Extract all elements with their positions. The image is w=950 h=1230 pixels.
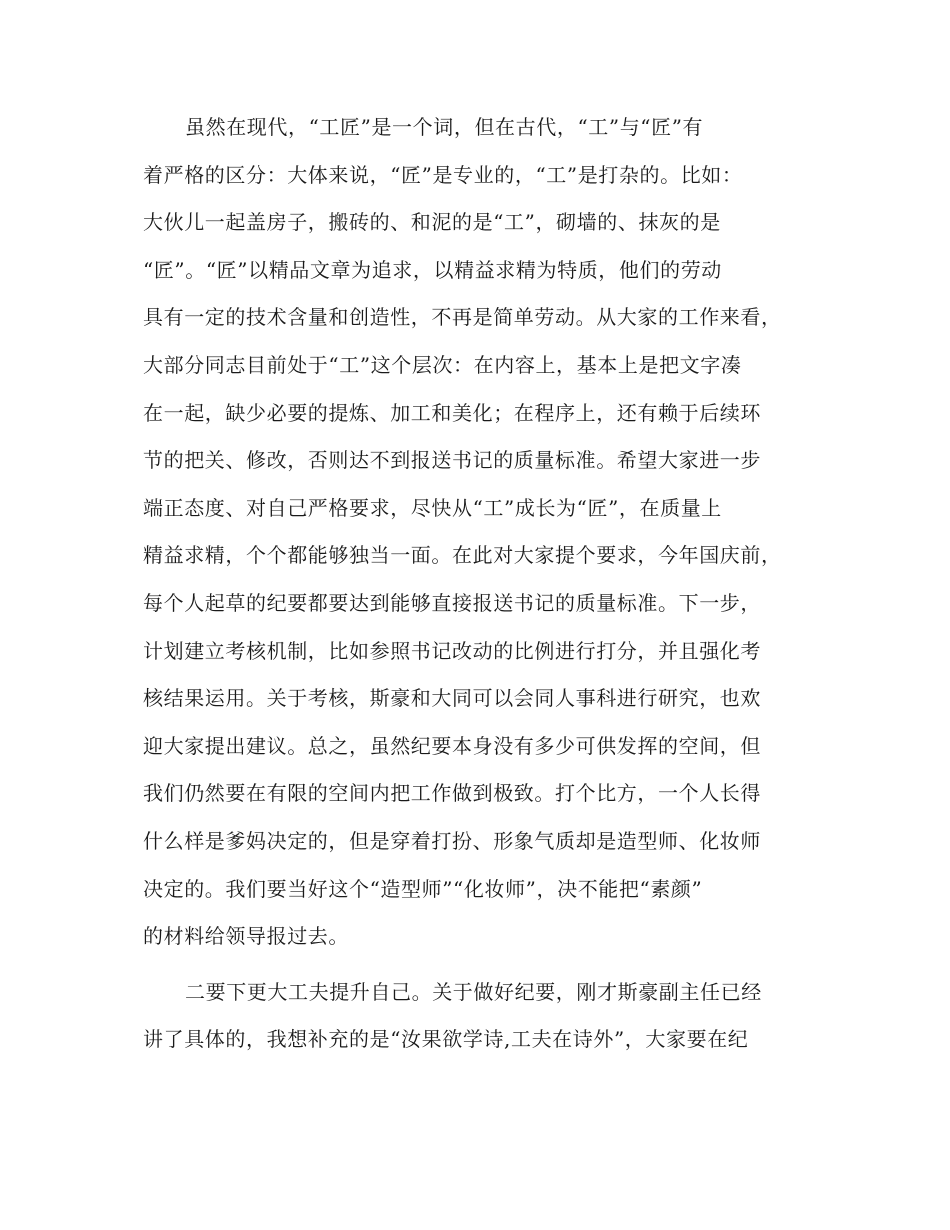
text-line: 讲了具体的，我想补充的是“汝果欲学诗,工夫在诗外”，大家要在纪 — [143, 1027, 749, 1052]
document-body — [143, 107, 813, 1067]
text-line: 精益求精，个个都能够独当一面。在此对大家提个要求，今年国庆前， — [143, 543, 782, 568]
text-line: 决定的。我们要当好这个“造型师”“化妆师”，决不能把“素颜” — [143, 876, 703, 901]
paragraph-1 — [143, 107, 813, 964]
text-line: 大伙儿一起盖房子，搬砖的、和泥的是“工”，砌墙的、抹灰的是 — [143, 210, 721, 235]
text-line: 我们仍然要在有限的空间内把工作做到极致。打个比方，一个人长得 — [143, 781, 761, 806]
text-line: 二要下更大工夫提升自己。关于做好纪要，刚才斯豪副主任已经 — [185, 979, 762, 1004]
text-line: 计划建立考核机制，比如参照书记改动的比例进行打分，并且强化考 — [143, 638, 761, 663]
text-line: 着严格的区分：大体来说，“匠”是专业的，“工”是打杂的。比如： — [143, 162, 743, 187]
text-line: 迎大家提出建议。总之，虽然纪要本身没有多少可供发挥的空间，但 — [143, 733, 761, 758]
text-line: 每个人起草的纪要都要达到能够直接报送书记的质量标准。下一步， — [143, 590, 761, 615]
text-line: 的材料给领导报过去。 — [143, 924, 349, 949]
text-line: 什么样是爹妈决定的，但是穿着打扮、形象气质却是造型师、化妆师 — [143, 828, 761, 853]
text-line: 大部分同志目前处于“工”这个层次：在内容上，基本上是把文字凑 — [143, 352, 742, 377]
paragraph-2 — [143, 972, 813, 1067]
text-line: 端正态度、对自己严格要求，尽快从“工”成长为“匠”，在质量上 — [143, 495, 722, 520]
text-line: 在一起，缺少必要的提炼、加工和美化；在程序上，还有赖于后续环 — [143, 400, 761, 425]
text-line: “匠”。“匠”以精品文章为追求，以精益求精为特质，他们的劳动 — [143, 257, 722, 282]
text-line: 具有一定的技术含量和创造性，不再是简单劳动。从大家的工作来看， — [143, 305, 782, 330]
paragraph-spacer — [143, 964, 813, 972]
text-line: 核结果运用。关于考核，斯豪和大同可以会同人事科进行研究，也欢 — [143, 686, 761, 711]
text-line: 节的把关、修改，否则达不到报送书记的质量标准。希望大家进一步 — [143, 448, 761, 473]
text-line: 虽然在现代，“工匠”是一个词，但在古代，“工”与“匠”有 — [185, 115, 704, 139]
